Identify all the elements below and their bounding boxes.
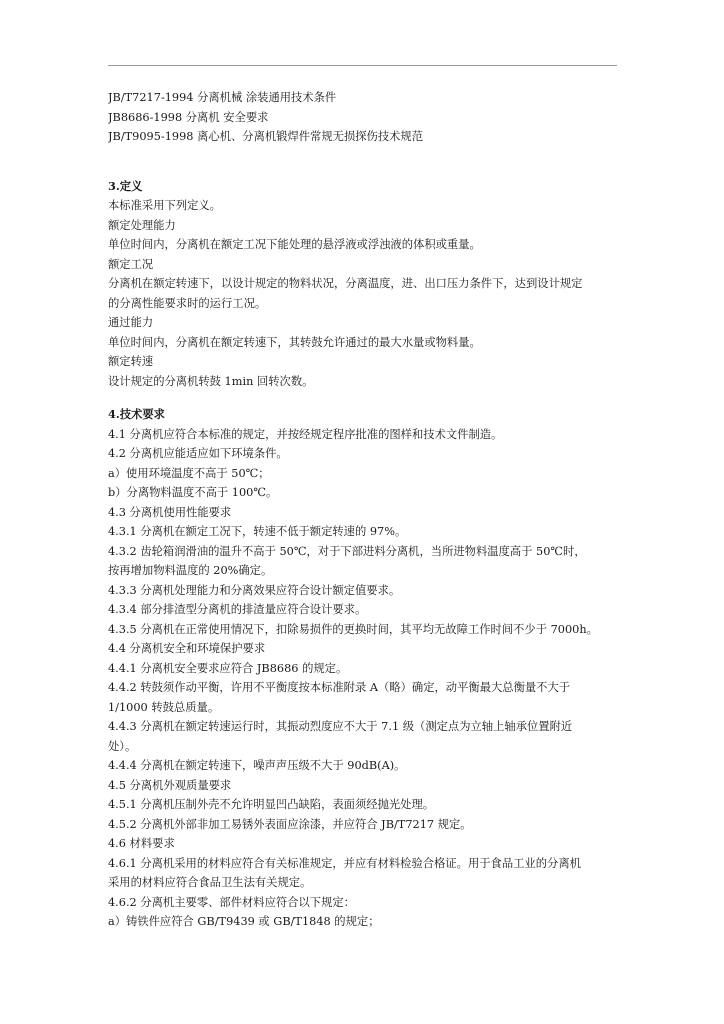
document-page: [108, 88, 620, 932]
paragraph-line: 4.6.2 分离机主要零、部件材料应符合以下规定：: [108, 895, 355, 909]
paragraph-line: 4.4.3 分离机在额定转速运行时，其振动烈度应不大于 7.1 级（测定点为立轴上轴承位置附近: [108, 720, 573, 733]
paragraph-line: a）使用环境温度不高于 50℃；: [108, 466, 270, 480]
subsection-heading: 4.5 分离机外观质量要求: [108, 778, 232, 792]
paragraph-line: 4.5.2 分离机外部非加工易锈外表面应涂漆，并应符合 JB/T7217 规定。: [108, 817, 472, 831]
section-heading: 4.技术要求: [108, 407, 165, 421]
term-heading: 额定工况: [108, 257, 154, 271]
paragraph-line: 处）。: [108, 739, 137, 753]
section-definitions: [108, 177, 620, 392]
paragraph-line: 的分离性能要求时的运行工况。: [108, 296, 267, 310]
term-heading: 通过能力: [108, 316, 154, 329]
paragraph-line: 分离机在额定转速下，以设计规定的物料状况，分离温度，进、出口压力条件下，达到设计规定: [108, 277, 583, 290]
paragraph-line: 4.3.3 分离机处理能力和分离效果应符合设计额定值要求。: [108, 583, 401, 597]
paragraph-line: a）铸铁件应符合 GB/T9439 或 GB/T1848 的规定；: [108, 915, 380, 928]
section-technical-requirements: [108, 405, 620, 932]
paragraph-line: 4.6.1 分离机采用的材料应符合有关标准规定，并应有材料检验合格证。用于食品工业的分离机: [108, 856, 581, 870]
top-rule: [108, 65, 617, 66]
paragraph-line: 4.1 分离机应符合本标准的规定，并按经规定程序批准的图样和技术文件制造。: [108, 427, 503, 441]
term-heading: 额定处理能力: [108, 218, 176, 232]
paragraph-line: 4.4.1 分离机安全要求应符合 JB8686 的规定。: [108, 661, 348, 675]
paragraph-line: 1/1000 转鼓总质量。: [108, 700, 220, 714]
paragraph-line: 4.5.1 分离机压制外壳不允许明显凹凸缺陷，表面须经抛光处理。: [108, 798, 435, 811]
reference-item: JB8686-1998 分离机 安全要求: [108, 110, 269, 124]
subsection-heading: 4.3 分离机使用性能要求: [108, 505, 232, 519]
paragraph-line: 4.3.4 部分排渣型分离机的排渣量应符合设计要求。: [108, 603, 367, 616]
paragraph-line: 4.3.1 分离机在额定工况下，转速不低于额定转速的 97%。: [108, 525, 407, 538]
paragraph-line: 4.2 分离机应能适应如下环境条件。: [108, 447, 288, 460]
subsection-heading: 4.6 材料要求: [108, 837, 175, 850]
paragraph-line: 4.4.2 转鼓须作动平衡，许用不平衡度按本标准附录 A（略）确定，动平衡最大总衡量不大于: [108, 681, 571, 694]
paragraph-line: 单位时间内，分离机在额定转速下，其转鼓允许通过的最大水量或物料量。: [108, 335, 481, 349]
reference-item: JB/T9095-1998 离心机、分离机锻焊件常规无损探伤技术规范: [108, 130, 424, 143]
paragraph-line: 4.3.2 齿轮箱润滑油的温升不高于 50℃，对于下部进料分离机，当所进物料温度高于 50℃时，: [108, 544, 586, 558]
references-list: [108, 88, 620, 147]
paragraph-line: 采用的材料应符合食品卫生法有关规定。: [108, 876, 312, 889]
paragraph-line: 单位时间内，分离机在额定工况下能处理的悬浮液或浮浊液的体积或重量。: [108, 238, 481, 251]
paragraph-line: 本标准采用下列定义。: [108, 199, 221, 212]
paragraph-line: 按再增加物料温度的 20%确定。: [108, 564, 273, 577]
paragraph-line: b）分离物料温度不高于 100℃。: [108, 486, 278, 499]
section-heading: 3.定义: [108, 178, 143, 193]
reference-item: JB/T7217-1994 分离机械 涂装通用技术条件: [108, 91, 337, 104]
subsection-heading: 4.4 分离机安全和环境保护要求: [108, 642, 266, 655]
paragraph-line: 4.4.4 分离机在额定转速下，噪声声压级不大于 90dB(A)。: [108, 759, 406, 772]
paragraph-line: 4.3.5 分离机在正常使用情况下，扣除易损件的更换时间，其平均无故障工作时间不少于 7000h。: [108, 622, 598, 636]
term-heading: 额定转速: [108, 355, 154, 368]
paragraph-line: 设计规定的分离机转鼓 1min 回转次数。: [108, 374, 314, 388]
